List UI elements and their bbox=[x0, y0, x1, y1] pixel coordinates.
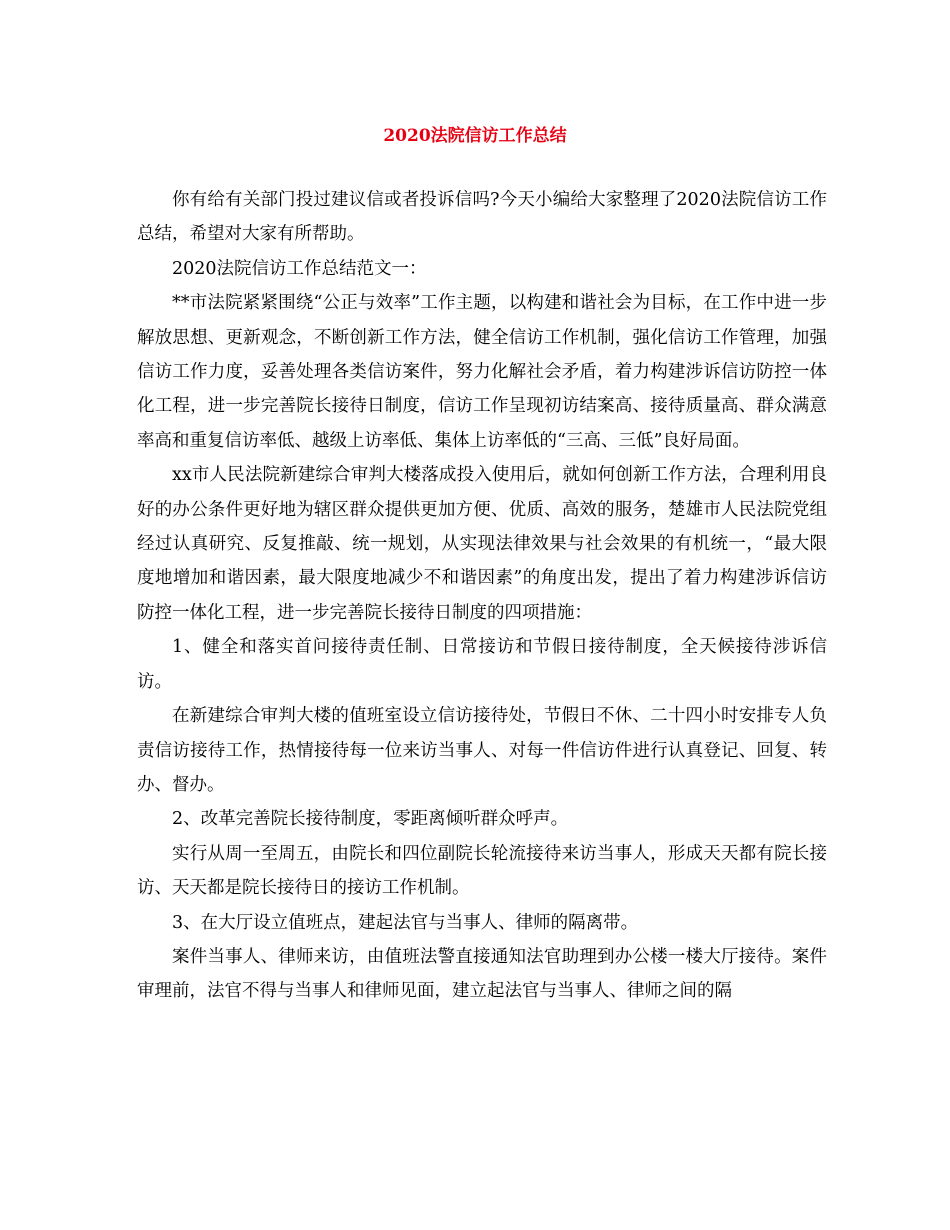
paragraph-measure-3-detail: 案件当事人、律师来访，由值班法警直接通知法官助理到办公楼一楼大厅接待。案件审理前，法官不得与当事人和律师见面，建立起法官与当事人、律师之间的隔 bbox=[137, 946, 827, 1002]
paragraph-measure-2-detail: 实行从周一至周五，由院长和四位副院长轮流接待来访当事人，形成天天都有院长接访、天天都是院长接待日的接访工作机制。 bbox=[137, 843, 827, 899]
paragraph-measure-3: 3、在大厅设立值班点，建起法官与当事人、律师的隔离带。 bbox=[172, 912, 639, 933]
paragraph-overview: **市法院紧紧围绕“公正与效率”工作主题，以构建和谐社会为目标，在工作中进一步解放思想、更新观念，不断创新工作方法，健全信访工作机制，强化信访工作管理，加强信访工作力度，妥善处理各类信访案件，努力化解社会矛盾，着力构建涉诉信访防控一体化工程，进一步完善院长接待日制度，信访工作呈现初访结案高、接待质量高、群众满意率高和重复信访率低、越级上访率低、集体上访率低的“三高、三低”良好局面。 bbox=[137, 293, 827, 451]
document-title: 2020法院信访工作总结 bbox=[383, 126, 567, 146]
paragraph-measure-1: 1、健全和落实首问接待责任制、日常接访和节假日接待制度，全天候接待涉诉信访。 bbox=[137, 637, 827, 692]
paragraph-measure-1-detail: 在新建综合审判大楼的值班室设立信访接待处，节假日不休、二十四小时安排专人负责信访接待工作，热情接待每一位来访当事人、对每一件信访件进行认真登记、回复、转办、督办。 bbox=[137, 706, 827, 795]
paragraph-background: xx市人民法院新建综合审判大楼落成投入使用后，就如何创新工作方法，合理利用良好的办公条件更好地为辖区群众提供更加方便、优质、高效的服务，楚雄市人民法院党组经过认真研究、反复推敲、统一规划，从实现法律效果与社会效果的有机统一，“最大限度地增加和谐因素，最大限度地减少不和谐因素”的角度出发，提出了着力构建涉诉信访防控一体化工程，进一步完善院长接待日制度的四项措施： bbox=[137, 465, 827, 623]
paragraph-intro: 你有给有关部门投过建议信或者投诉信吗?今天小编给大家整理了2020法院信访工作总结，希望对大家有所帮助。 bbox=[137, 190, 827, 245]
document-body bbox=[137, 183, 827, 1009]
paragraph-sample-heading: 2020法院信访工作总结范文一： bbox=[172, 258, 427, 279]
paragraph-measure-2: 2、改革完善院长接待制度，零距离倾听群众呼声。 bbox=[172, 809, 569, 830]
